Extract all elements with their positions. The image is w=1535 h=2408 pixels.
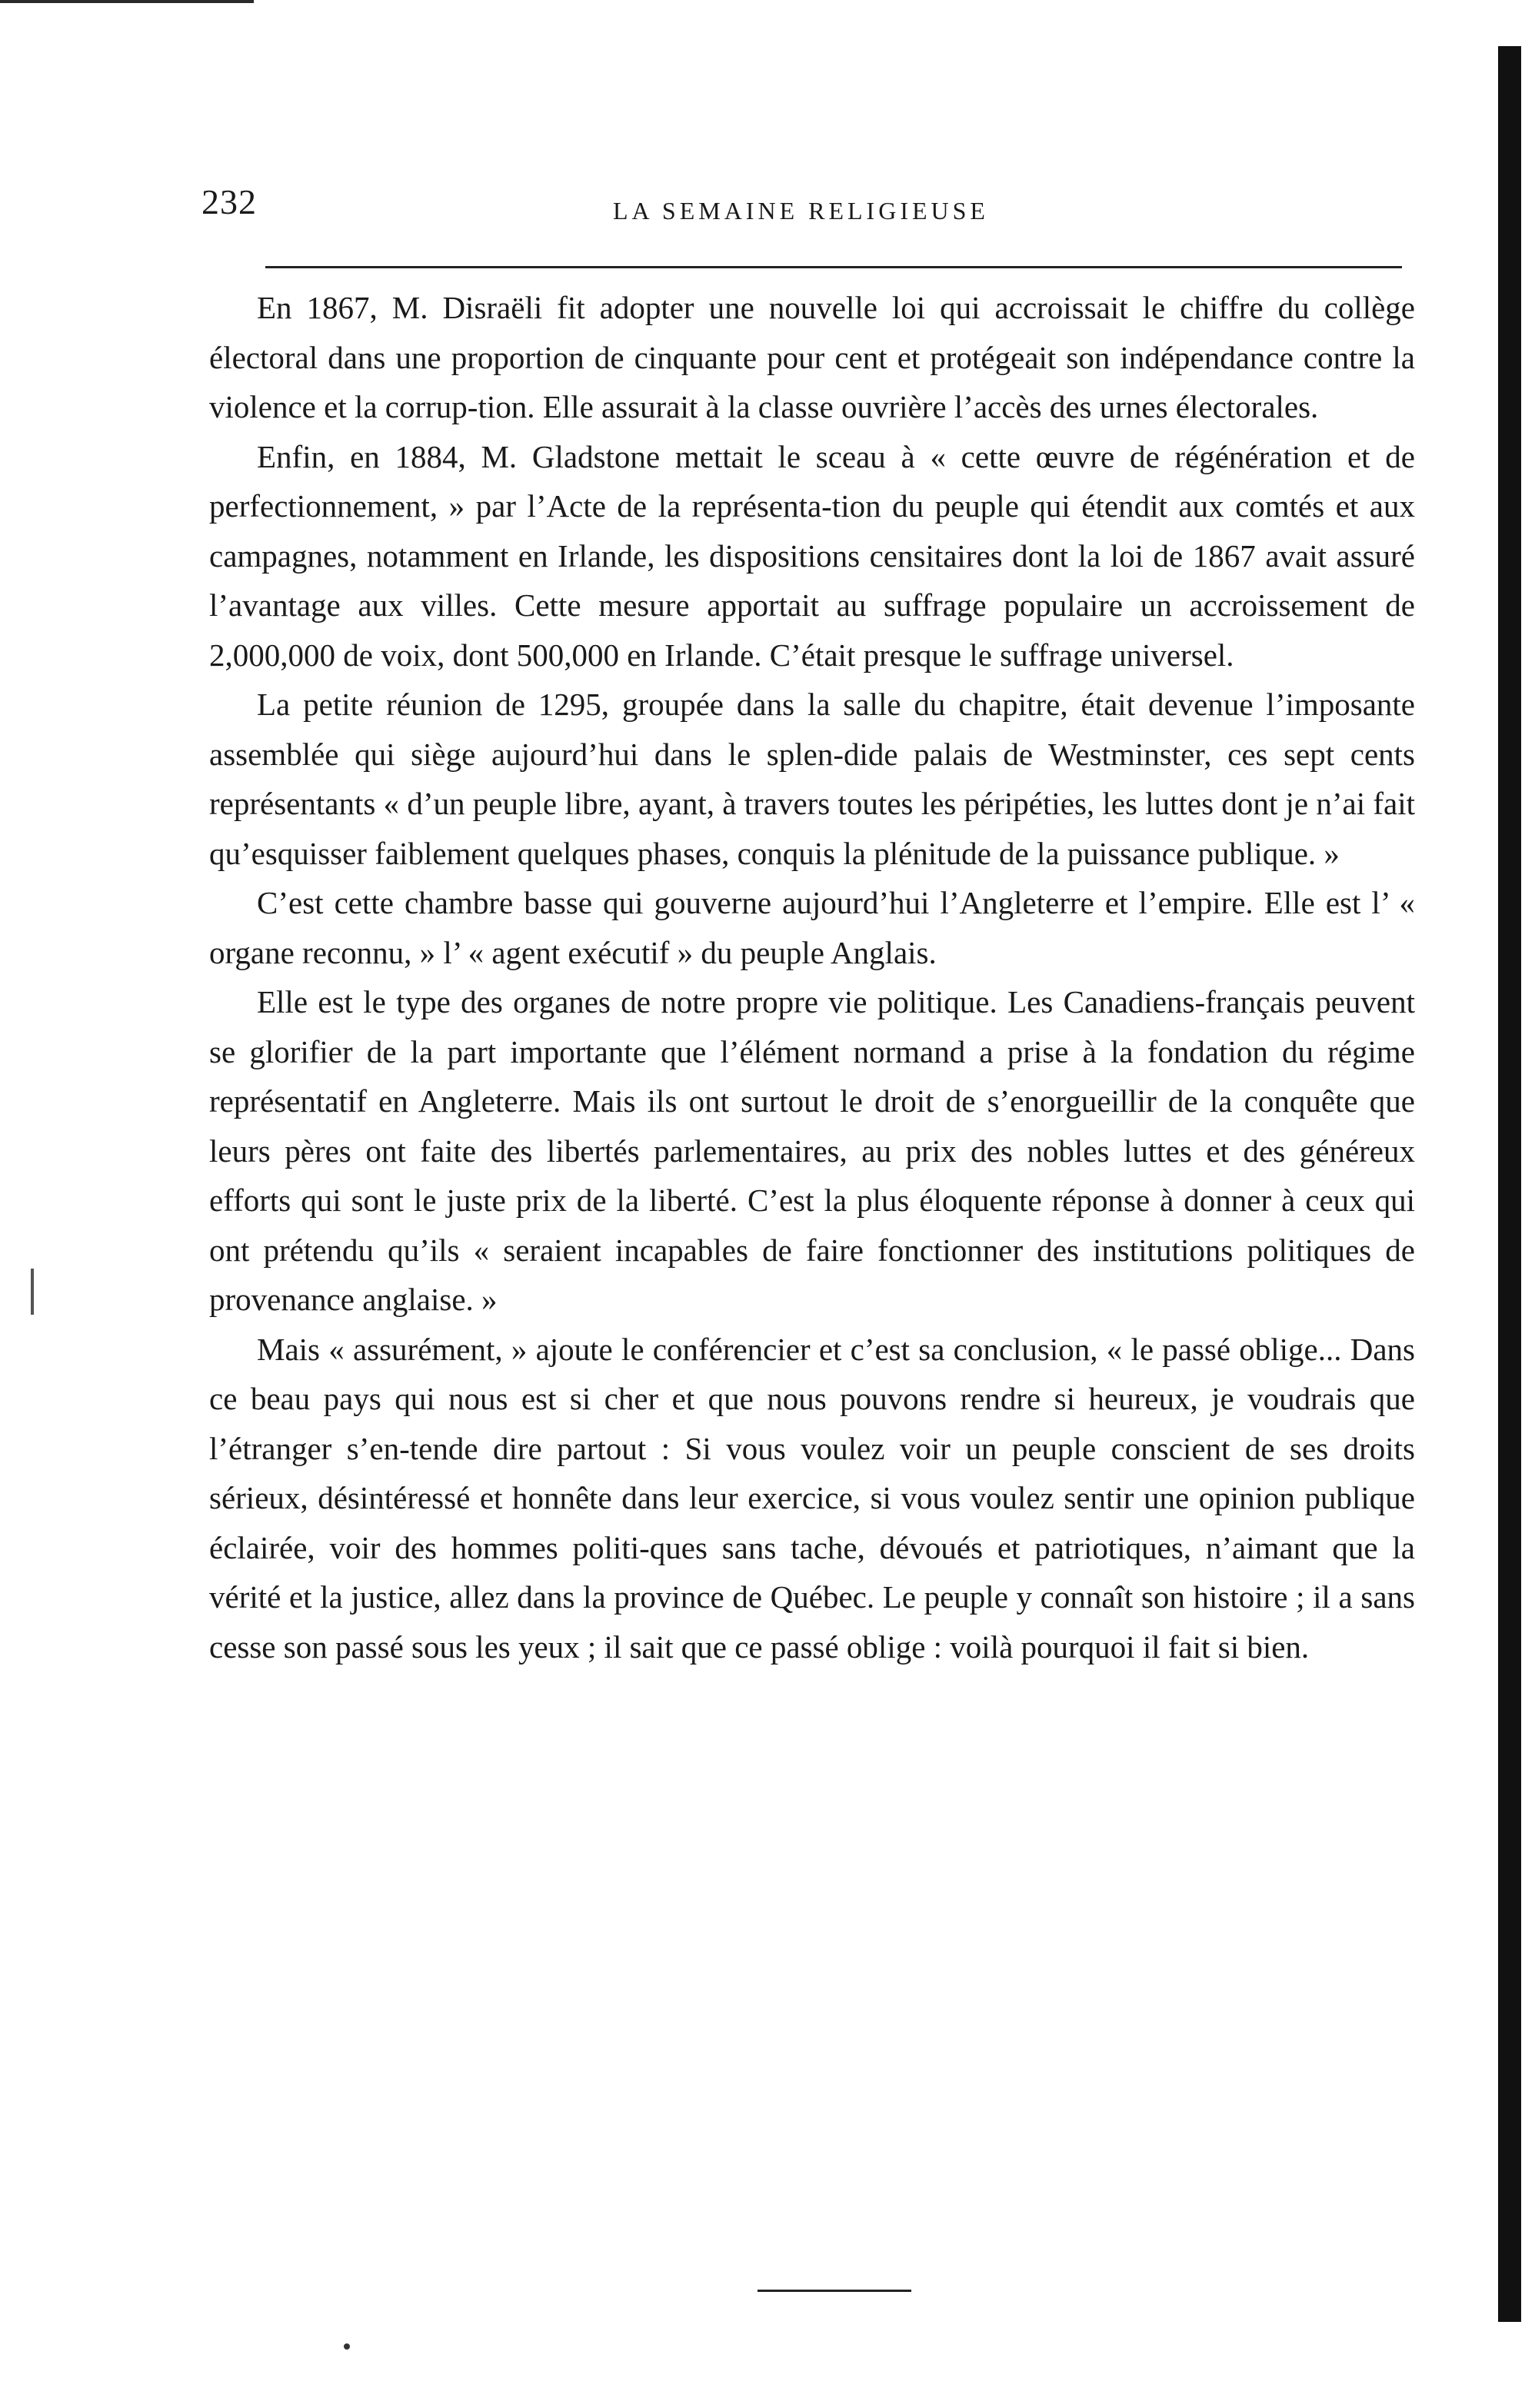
running-title: LA SEMAINE RELIGIEUSE <box>613 197 989 225</box>
page-header <box>201 181 1417 235</box>
header-rule <box>265 266 1402 268</box>
paragraph-canadiens-francais: Elle est le type des organes de notre propre vie politique. Les Canadiens-français peuvent se glorifier de la part importante que l’élément normand a prise à la fondation du régime représentatif en Angleterre. Mais ils ont surtout le droit de s’enorgueillir de la conquête que leurs pères ont faite des libertés parlementaires, au prix des nobles luttes et des généreux efforts qui sont le juste prix de la liberté. C’est la plus éloquente réponse à donner à ceux qui ont prétendu qu’ils « seraient incapables de faire fonctionner des institutions politiques de provenance anglaise. » <box>209 984 1415 1317</box>
paragraph-disraeli: En 1867, M. Disraëli fit adopter une nouvelle loi qui accroissait le chiffre du collège électoral dans une proportion de cinquante pour cent et protégeait son indépendance contre la violence et la corrup-tion. Elle assurait à la classe ouvrière l’accès des urnes électorales. <box>209 290 1415 424</box>
end-rule <box>758 2290 911 2292</box>
paragraph-conclusion: Mais « assurément, » ajoute le conférencier et c’est sa conclusion, « le passé oblige... Dans ce beau pays qui nous est si cher et que nous pouvons rendre si heureux, je voudrais que l’étranger s’en-tende dire partout : Si vous voulez voir un peuple conscient de ses droits sérieux, désintéressé et honnête dans leur exercice, si vous voulez sentir une opinion publique éclairée, voir des hommes politi-ques sans tache, dévoués et patriotiques, n’aimant que la vérité et la justice, allez dans la province de Québec. Le peuple y connaît son histoire ; il a sans cesse son passé sous les yeux ; il sait que ce passé oblige : voilà pourquoi il fait si bien. <box>209 1331 1415 1665</box>
paragraph-westminster: La petite réunion de 1295, groupée dans la salle du chapitre, était devenue l’imposante assemblée qui siège aujourd’hui dans le splen-dide palais de Westminster, ces sept cents représentants « d’un peuple libre, ayant, à travers toutes les péripéties, les luttes dont je n’ai fait qu’esquisser faiblement quelques phases, conquis la plénitude de la puissance publique. » <box>209 687 1415 871</box>
scan-artifact-margin-mark <box>31 1269 34 1315</box>
scan-artifact-top-line <box>0 0 254 3</box>
paragraph-gladstone: Enfin, en 1884, M. Gladstone mettait le sceau à « cette œuvre de régénération et de perfectionnement, » par l’Acte de la représenta-tion du peuple qui étendit aux comtés et aux campagnes, notamment en Irlande, les dispositions censitaires dont la loi de 1867 avait assuré l’avantage aux villes. Cette mesure apportait au suffrage populaire un accroissement de 2,000,000 de voix, dont 500,000 en Irlande. C’était presque le suffrage universel. <box>209 438 1415 673</box>
text-body <box>209 283 1415 1671</box>
scan-artifact-dot <box>344 2343 350 2350</box>
paragraph-chambre-basse: C’est cette chambre basse qui gouverne aujourd’hui l’Angleterre et l’empire. Elle est l’ « organe reconnu, » l’ « agent exécutif » du peuple Anglais. <box>209 885 1415 970</box>
page-number: 232 <box>201 182 257 221</box>
scan-artifact-right-edge <box>1498 46 1521 2322</box>
